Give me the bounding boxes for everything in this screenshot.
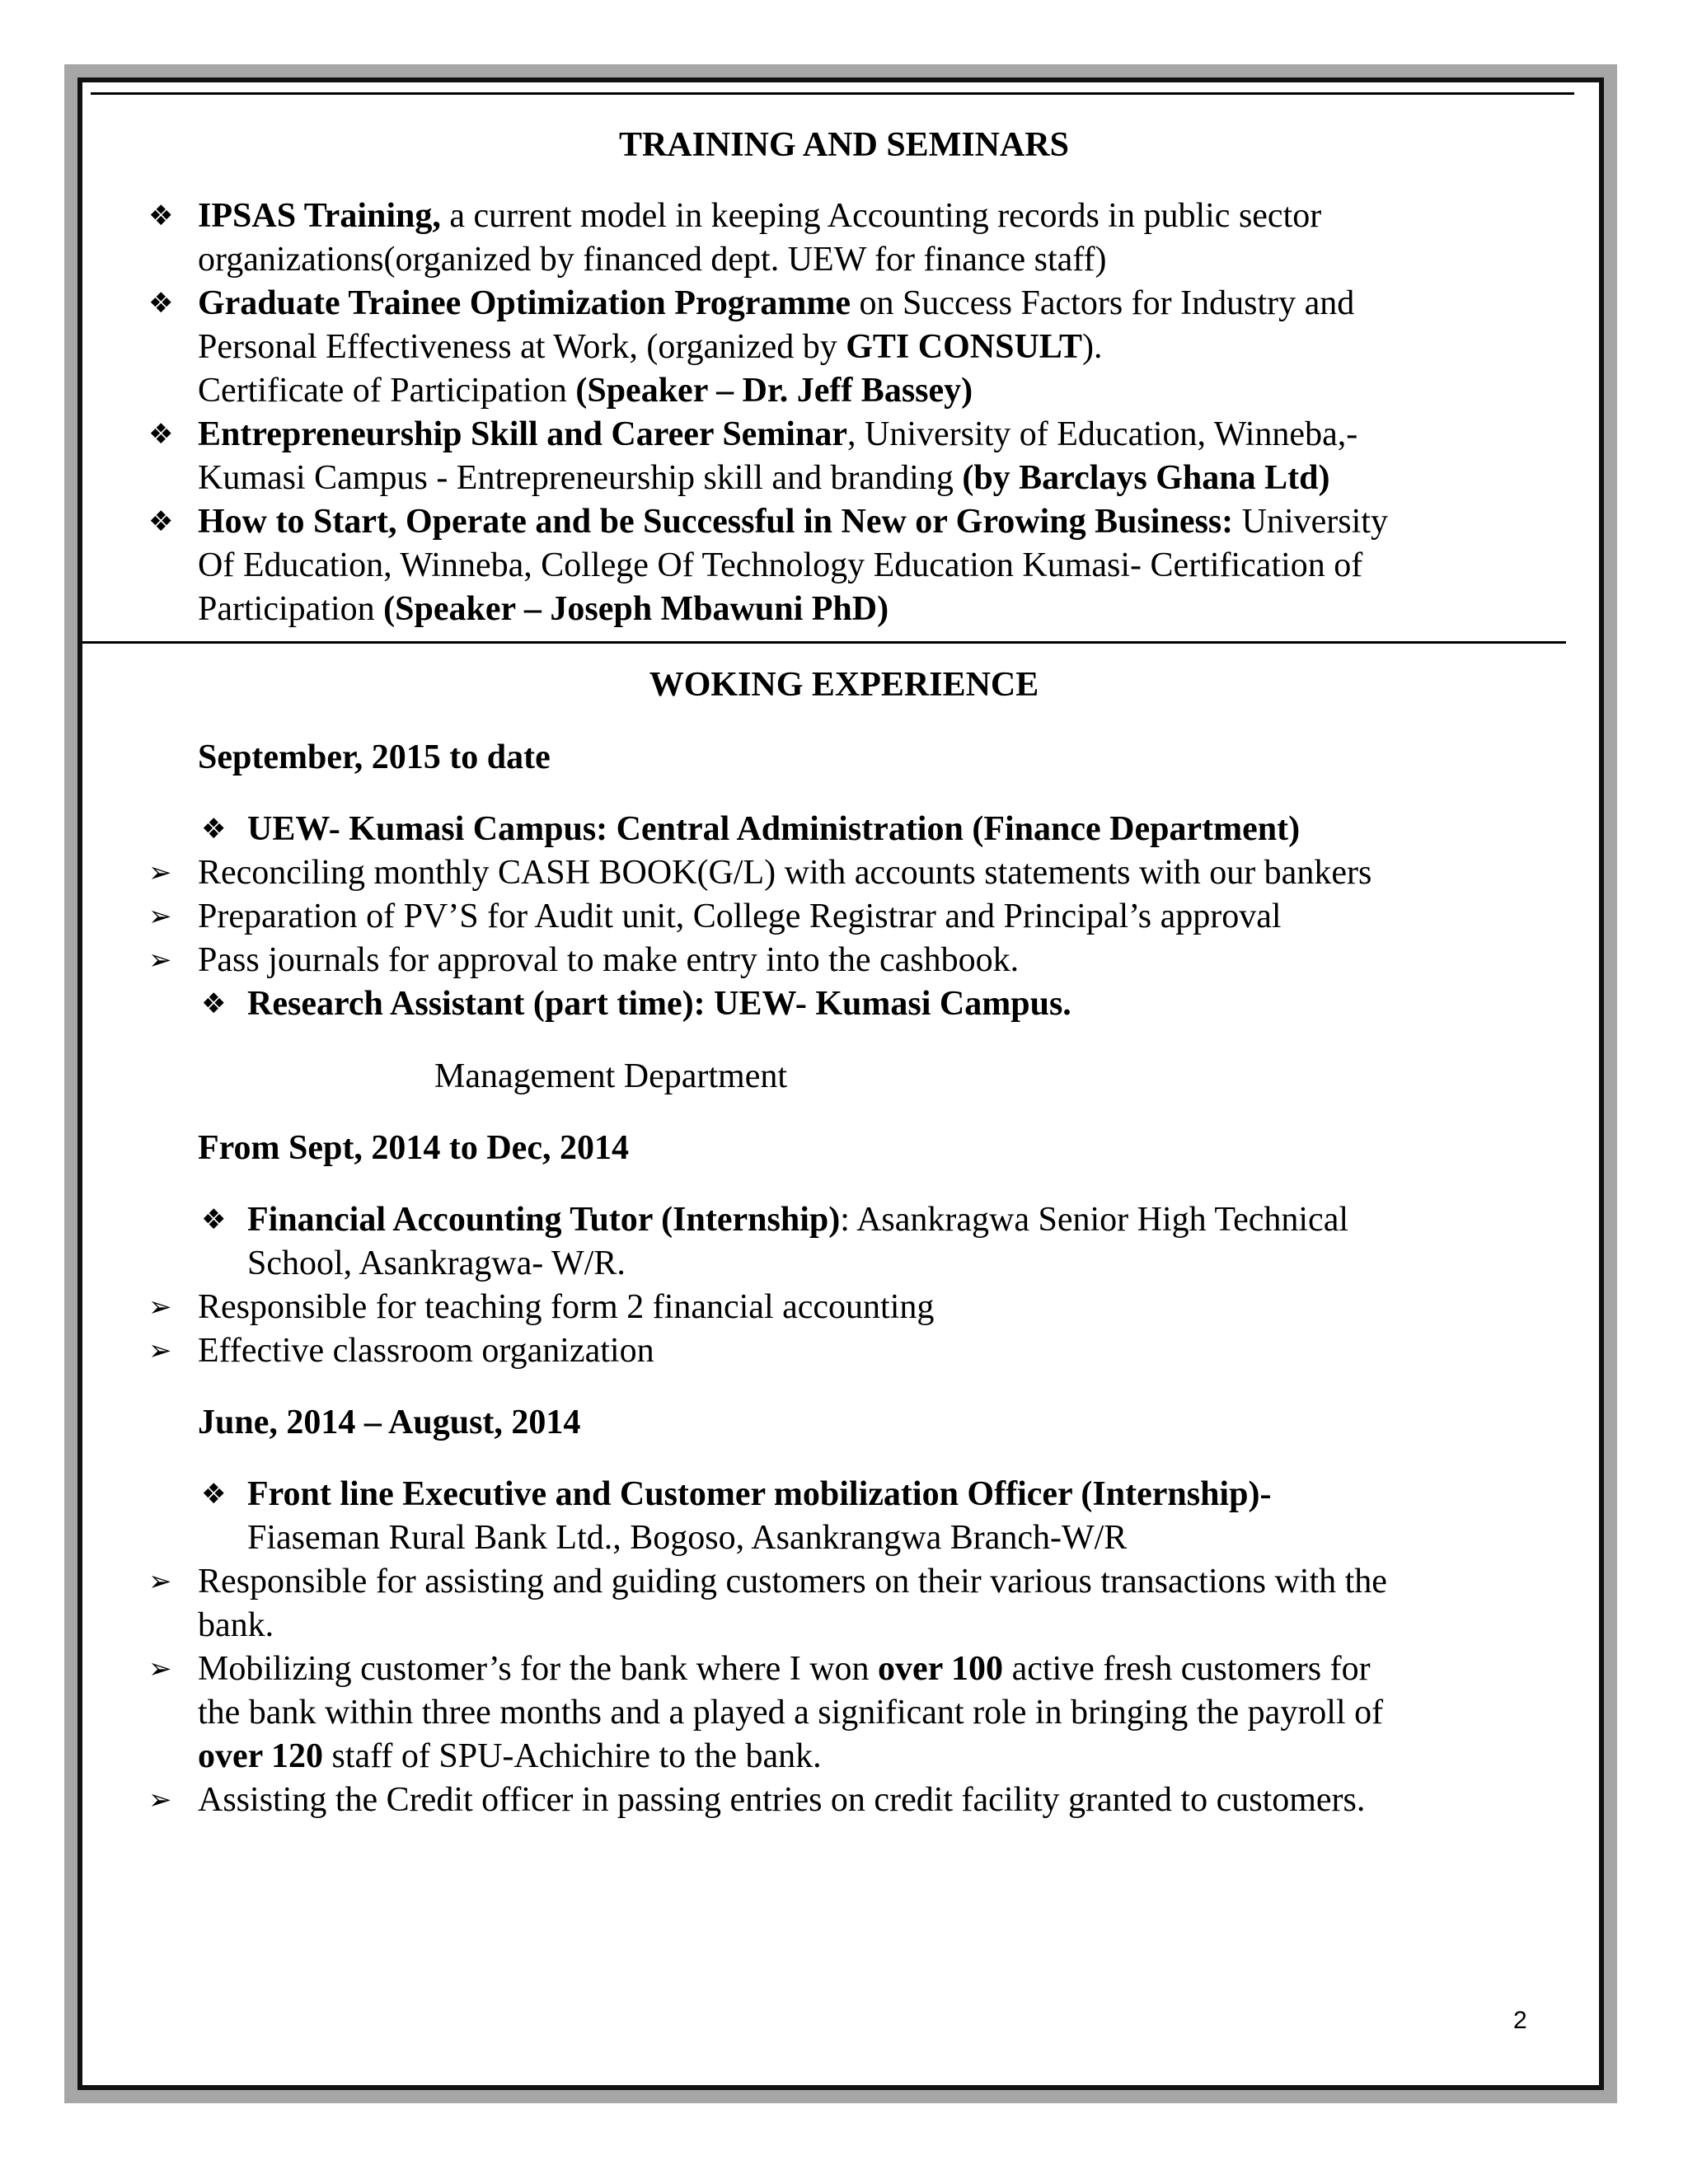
job-3-point-1: Responsible for teaching form 2 financial accounting (198, 1288, 935, 1326)
job-4-point-1-line-1: Responsible for assisting and guiding customers on their various transactions with the (198, 1563, 1387, 1601)
training-item-4-line-2: Of Education, Winneba, College Of Technology Education Kumasi- Certification of (198, 546, 1363, 584)
training-item-2-line-1: Graduate Trainee Optimization Programme on Success Factors for Industry and (198, 284, 1355, 322)
arrow-bullet-icon: ➢ (148, 900, 172, 933)
training-item-1-line-1: IPSAS Training, a current model in keeping Accounting records in public sector (198, 197, 1322, 235)
experience-heading: WOKING EXPERIENCE (649, 666, 1039, 704)
period-2: From Sept, 2014 to Dec, 2014 (198, 1129, 629, 1167)
job-4-title: Front line Executive and Customer mobilization Officer (Internship)- (247, 1475, 1272, 1513)
diamond-bullet-icon: ❖ (148, 505, 174, 538)
period-1: September, 2015 to date (198, 738, 551, 776)
top-rule (91, 92, 1574, 95)
diamond-bullet-icon: ❖ (201, 813, 227, 846)
job-1-title: UEW- Kumasi Campus: Central Administration (Finance Department) (247, 810, 1301, 848)
job-3-line-2: School, Asankragwa- W/R. (247, 1244, 626, 1282)
diamond-bullet-icon: ❖ (201, 1203, 227, 1236)
job-1-point-3: Pass journals for approval to make entry into the cashbook. (198, 941, 1020, 979)
training-item-3-line-1: Entrepreneurship Skill and Career Seminar, University of Education, Winneba,- (198, 415, 1358, 453)
job-4-point-3: Assisting the Credit officer in passing entries on credit facility granted to customers. (198, 1781, 1366, 1819)
arrow-bullet-icon: ➢ (148, 1334, 172, 1367)
job-2-title: Research Assistant (part time): UEW- Kumasi Campus. (247, 985, 1071, 1023)
period-3: June, 2014 – August, 2014 (198, 1404, 581, 1441)
diamond-bullet-icon: ❖ (201, 987, 227, 1020)
arrow-bullet-icon: ➢ (148, 1783, 172, 1816)
training-item-2-line-3: Certificate of Participation (Speaker – Dr. Jeff Bassey) (198, 372, 973, 410)
job-1-point-1: Reconciling monthly CASH BOOK(G/L) with accounts statements with our bankers (198, 854, 1372, 892)
arrow-bullet-icon: ➢ (148, 1565, 172, 1598)
diamond-bullet-icon: ❖ (201, 1478, 227, 1511)
arrow-bullet-icon: ➢ (148, 944, 172, 977)
job-4-point-2-line-3: over 120 staff of SPU-Achichire to the bank. (198, 1737, 822, 1775)
arrow-bullet-icon: ➢ (148, 856, 172, 889)
job-4-point-1-line-2: bank. (198, 1606, 274, 1644)
job-1-point-2: Preparation of PV’S for Audit unit, College Registrar and Principal’s approval (198, 898, 1282, 935)
job-4-point-2-line-2: the bank within three months and a played a significant role in bringing the payroll of (198, 1694, 1384, 1732)
training-item-2-line-2: Personal Effectiveness at Work, (organized by GTI CONSULT). (198, 328, 1103, 366)
training-item-4-line-1: How to Start, Operate and be Successful in New or Growing Business: University (198, 503, 1388, 541)
job-3-title-line: Financial Accounting Tutor (Internship): Asankragwa Senior High Technical (247, 1201, 1349, 1239)
job-3-point-2: Effective classroom organization (198, 1332, 654, 1370)
page-number: 2 (1513, 2007, 1527, 2034)
diamond-bullet-icon: ❖ (148, 199, 174, 232)
training-item-3-line-2: Kumasi Campus - Entrepreneurship skill and branding (by Barclays Ghana Ltd) (198, 459, 1330, 497)
job-4-line-2: Fiaseman Rural Bank Ltd., Bogoso, Asankrangwa Branch-W/R (247, 1519, 1128, 1557)
section-divider (82, 641, 1566, 644)
arrow-bullet-icon: ➢ (148, 1291, 172, 1324)
arrow-bullet-icon: ➢ (148, 1652, 172, 1685)
diamond-bullet-icon: ❖ (148, 418, 174, 451)
diamond-bullet-icon: ❖ (148, 287, 174, 320)
training-heading: TRAINING AND SEMINARS (618, 126, 1070, 164)
training-item-4-line-3: Participation (Speaker – Joseph Mbawuni PhD) (198, 590, 889, 628)
training-item-1-line-2: organizations(organized by financed dept. UEW for finance staff) (198, 241, 1107, 279)
job-2-department: Management Department (434, 1057, 787, 1095)
job-4-point-2-line-1: Mobilizing customer’s for the bank where I won over 100 active fresh customers for (198, 1650, 1371, 1688)
